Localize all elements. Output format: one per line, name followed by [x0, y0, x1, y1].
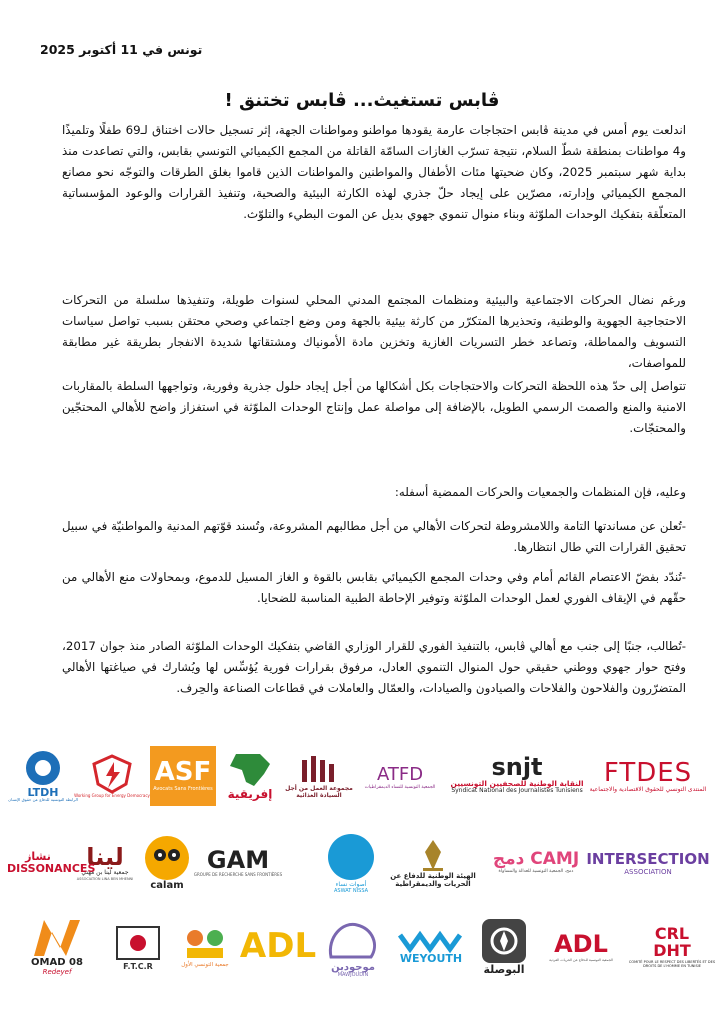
owl-icon — [144, 835, 190, 881]
logo-text: CRL DHT — [653, 924, 691, 960]
logo-subtext: ASSOCIATION — [624, 867, 672, 876]
logo-text: calam — [150, 879, 184, 891]
logo-subtext: GROUPE DE RECHERCHE SANS FRONTIÈRES — [193, 872, 283, 878]
logo-first-tunisian — [172, 910, 238, 984]
paragraph: اندلعت يوم أمس في مدينة ڨابس احتجاجات عارمة يقودها مواطنو ومواطنات الجهة، إثر تسجيل حالات اختناق لـ69 طفلًا وتلميذًا و4 مواطنات بمنطقة شطّ السلام، نتيجة تسرّب الغازات السامّة القاتلة من المجمع الكيميائي التونسي بقابس، والتي تصاعدت منذ بداية شهر سبتمبر 2025، وكان ضحيتها مئات الأطفال والمواطنين والمواطنات الذين قاموا بغلق الطرقات والتوجّه نحو مصانع المجمع الكيميائي وإدارته، مصرّين على إيجاد حلّ جذري لهذه الكارثة البيئية والصحية، وتنفيذ القرارات والوعود المؤسساتية المتعلّقة بتفكيك الوحدات الملوّثة وبناء منوال تنموي جهوي بديل عن الموت البطيء والتلوّث. — [62, 123, 687, 221]
logo-omad — [8, 910, 106, 984]
logo-subtext: COMITÉ POUR LE RESPECT DES LIBERTÉS ET DES DROITS DE L'HOMME EN TUNISIE — [628, 959, 716, 968]
logo-text: LTDH — [27, 785, 59, 799]
logo-gam — [193, 834, 283, 892]
wheat-icon — [296, 756, 342, 786]
logo-ftcr — [108, 910, 168, 984]
logo-energy-democracy — [74, 744, 150, 808]
mawjoudin-emblem-icon — [323, 917, 383, 963]
logo-text: F.T.C.R — [123, 961, 153, 971]
logo-national-authority-freedoms — [380, 826, 486, 900]
statement-title: ڨابس تستغيث... ڨابس تختنق ! — [224, 90, 500, 111]
logo-subtext: جمعية التونسي الأول — [181, 961, 229, 968]
logo-intersection — [582, 840, 714, 888]
aswat-nissa-emblem-icon — [326, 832, 376, 882]
logo-aswat-nissa — [322, 826, 380, 900]
africa-map-icon — [226, 752, 274, 788]
lightning-shield-icon — [90, 754, 134, 794]
logo-subtext: MAWJOUDIN — [337, 972, 369, 979]
logo-text: ASF — [154, 757, 212, 788]
logo-text: WEYOUTH — [399, 952, 463, 966]
hands-icon — [179, 926, 231, 962]
logo-subtext: الهيئة الوطنية للدفاع عن الحريات والديمقراطية — [390, 871, 476, 888]
logo-text: إفريقية — [227, 786, 273, 801]
logo-subtext: الرابطة التونسية للدفاع عن حقوق الإنسان — [8, 797, 78, 803]
logo-text: لينا — [86, 842, 124, 871]
logo-subtext: الجمعية التونسية للنساء الديمقراطيات — [364, 784, 436, 790]
logo-text: موجودين — [331, 961, 375, 973]
demand-item: -تُطالب، جنبًا إلى جنب مع أهالي ڨابس، بالتنفيذ الفوري للقرار الوزاري القاضي بتفكيك الوحدات الملوّثة الصادر منذ جوان 2017، وفتح حوار جهوي ووطني حقيقي حول المنوال التنموي العادل، مرفوق بقرارات فورية يُؤسِّس لها ويُشارك في صياغتها الأهالي المتضرّرون والفلاحون والفلاحات والصيادون والصيادات، والعمّال والعاملات في قطاعات الصناعة والحِرف. — [62, 639, 686, 695]
logo-adl — [240, 918, 316, 976]
ltdh-emblem-icon — [15, 749, 71, 787]
logo-text: دمج CAMJ — [492, 849, 580, 870]
logo-subtext: ASWAT NISSA — [333, 887, 369, 894]
logo-atfd — [360, 748, 440, 808]
logo-subtext: الجمعية التونسية للدفاع عن الحريات الفردية — [549, 957, 613, 962]
logo-text: نشاز DISSONANCES — [7, 850, 96, 875]
logo-subtext: المنتدى التونسي للحقوق الاقتصادية والاجتماعية — [589, 786, 707, 794]
logo-text: ATFD — [376, 763, 424, 785]
logo-text: GAM — [206, 846, 270, 875]
demand-item: -تُعلن عن مساندتها التامة واللامشروطة لتحركات الأهالي من أجل مطالبهم المشروعة، وتُسند قوّتهم المدنية والمواطنيّة في سبيل تحقيق القرارات التي طال انتظارها. — [62, 519, 686, 554]
logo-text: البوصلة — [483, 963, 525, 977]
logo-ftdes — [588, 746, 708, 808]
demand-item: -تُندّد بفضّ الاعتصام القائم أمام وفي وحدات المجمع الكيميائي بقابس بالقوة و الغاز المسيل للدموع، وبمحاولات منع الأهالي من حقّهم في الإيقاف الفوري لعمل الوحدات الملوّثة وتوفير الإحاطة الطبية المناسبة للضحايا. — [62, 570, 686, 605]
logo-subtext: Redeyef — [42, 968, 72, 977]
logo-calam — [140, 826, 194, 900]
logo-mawjoudin — [318, 908, 388, 988]
logo-crldht — [626, 910, 718, 984]
logo-text: FTDES — [603, 757, 693, 788]
logo-subtext: أصوات نساء — [335, 880, 367, 888]
logo-ifriqiya — [220, 744, 280, 808]
logo-subtext: Working Group for Energy Democracy — [74, 792, 150, 798]
compass-icon — [481, 918, 527, 964]
logo-subtext: Syndicat National des Journalistes Tunisiens — [451, 787, 583, 795]
logo-adl-individual-freedoms — [538, 912, 624, 982]
logo-text: INTERSECTION — [586, 850, 710, 869]
paragraph: ورغم نضال الحركات الاجتماعية والبيئية ومنظمات المجتمع المدني المحلي لسنوات طويلة، وتنفيذها سلسلة من التحركات الاحتجاجية الجهوية والوطنية، وتحذيرها المتكرّر من كارثة بيئية بالجهة ومن وضع اجتماعي وصحي محتقن بسبب تواصل سياسات التسويف والمماطلة، وتصاعد خطر التسريات الغازية وتخزين مادة الأمونياك ومشتقاتها شديدة الانفجار بطريقة غير مطابقة للمواصفات، — [62, 293, 686, 370]
logo-text: ADL — [554, 930, 608, 959]
logo-food-sovereignty — [282, 748, 356, 808]
omad-n-icon — [30, 918, 84, 958]
logo-text: OMAD 08 — [31, 956, 83, 968]
weyouth-wave-icon — [396, 931, 466, 953]
logo-text: ADL — [239, 926, 317, 967]
logo-subtext: النقابة الوطنية للصحفيين التونسيين — [450, 778, 584, 788]
logo-text: snjt — [491, 752, 543, 781]
logo-subtext: مجموعة العمل من أجل السيادة الغذائية — [285, 785, 353, 799]
logo-ltdh — [10, 744, 76, 808]
logo-subtext: ASSOCIATION LINA BEN MHENNI — [76, 877, 134, 882]
logo-subtext: دمج، الجمعية التونسية للعدالة والمساواة — [498, 869, 574, 875]
logo-asf — [150, 746, 216, 806]
logo-damj — [492, 830, 580, 896]
signatory-logos — [0, 740, 724, 1024]
logo-subtext: جمعية لينا بن مهني — [81, 869, 129, 877]
ftcr-emblem-icon — [113, 923, 163, 963]
logo-weyouth — [386, 920, 476, 976]
logo-boussola — [476, 910, 532, 984]
paragraph: وعليه، فإن المنظمات والجمعيات والحركات الممضية أسفله: — [394, 485, 686, 499]
logo-snjt — [450, 742, 584, 808]
paragraph: تتواصل إلى حدّ هذه اللحظة التحركات والاحتجاجات بكل أشكالها من أجل إيجاد حلول جذرية وفورية، وتواجهها السلطة بالمقاربات الامنية والمنع والصمت الرسمي الطويل، بالإضافة إلى مواصلة عمل وإنتاج الوحدات الملوّثة في استفزاز واضح للأهالي المحتجّين والمحتجّات. — [62, 379, 686, 435]
dateline: تونس في 11 أكتوبر 2025 — [40, 42, 203, 57]
logo-dissonances — [6, 826, 96, 900]
pen-icon — [417, 838, 449, 872]
logo-subtext: Avocats Sans Frontières — [153, 785, 213, 792]
